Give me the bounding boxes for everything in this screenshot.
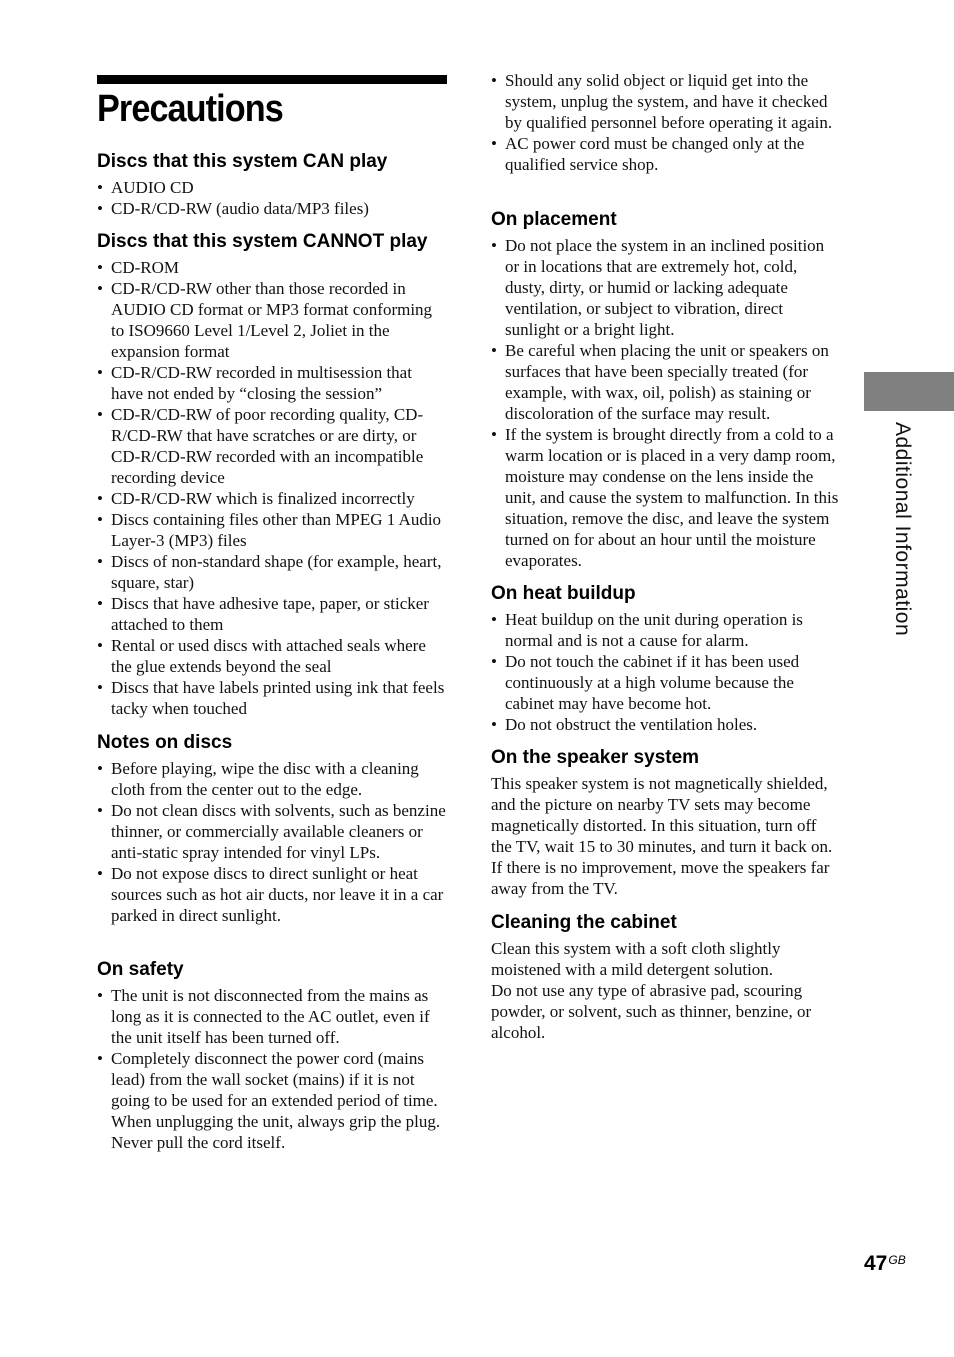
bullet-list — [97, 985, 447, 1153]
bullet-list — [97, 177, 447, 219]
list-item: • CD-R/CD-RW recorded in multisession that have not ended by “closing the session” — [97, 362, 447, 404]
list-item: • CD-R/CD-RW other than those recorded in AUDIO CD format or MP3 format conforming to ISO9660 Level 1/Level 2, Joliet in the expansion format — [97, 278, 447, 362]
section-cleaning-cabinet — [491, 911, 841, 1043]
section-heat-buildup — [491, 582, 841, 735]
page-number-value: 47 — [864, 1252, 888, 1275]
section-safety-continued — [491, 70, 841, 175]
section-heading: On heat buildup — [491, 583, 636, 604]
list-item: • Discs of non-standard shape (for example, heart, square, star) — [97, 551, 447, 593]
list-item: • Do not expose discs to direct sunlight or heat sources such as hot air ducts, nor leave it in a car parked in direct sunlight. — [97, 863, 447, 926]
page-number — [864, 1252, 906, 1276]
section-heading: Discs that this system CANNOT play — [97, 231, 428, 252]
paragraph: Do not use any type of abrasive pad, scouring powder, or solvent, such as thinner, benzine, or alcohol. — [491, 981, 812, 1042]
section-notes-discs — [97, 731, 447, 926]
list-item: • CD-ROM — [97, 257, 447, 278]
section-heading: Notes on discs — [97, 732, 233, 753]
list-item: • Do not clean discs with solvents, such as benzine thinner, or commercially available cleaners or anti-static spray intended for vinyl LPs. — [97, 800, 447, 863]
bullet-list — [491, 609, 841, 735]
list-item: • Should any solid object or liquid get into the system, unplug the system, and have it checked by qualified personnel before operating it again. — [491, 70, 841, 133]
bullet-list — [97, 257, 447, 719]
list-item: • CD-R/CD-RW of poor recording quality, CD-R/CD-RW that have scratches or are dirty, or CD-R/CD-RW recorded with an incompatible recording device — [97, 404, 447, 488]
section-heading: On the speaker system — [491, 747, 700, 768]
section-safety — [97, 958, 447, 1153]
page-title: Precautions — [97, 88, 283, 130]
list-item: • Rental or used discs with attached seals where the glue extends beyond the seal — [97, 635, 447, 677]
page-number-suffix: GB — [888, 1253, 906, 1267]
section-placement — [491, 208, 841, 571]
section-can-play — [97, 150, 447, 219]
section-cannot-play — [97, 230, 447, 719]
list-item: • Do not touch the cabinet if it has been used continuously at a high volume because the cabinet may have become hot. — [491, 651, 841, 714]
list-item: • Before playing, wipe the disc with a cleaning cloth from the center out to the edge. — [97, 758, 447, 800]
list-item: • Discs that have adhesive tape, paper, or sticker attached to them — [97, 593, 447, 635]
list-item: • Heat buildup on the unit during operation is normal and is not a cause for alarm. — [491, 609, 841, 651]
list-item: • Completely disconnect the power cord (mains lead) from the wall socket (mains) if it is not going to be used for an extended period of time. When unplugging the unit, always grip the plug. Never pull the cord itself. — [97, 1048, 447, 1153]
section-heading: Cleaning the cabinet — [491, 912, 677, 933]
paragraph: This speaker system is not magnetically shielded, and the picture on nearby TV sets may become magnetically distorted. In this situation, turn off the TV, wait 15 to 30 minutes, and turn it back on. If there is no improvement, move the speakers far away from the TV. — [491, 774, 833, 898]
list-item: • CD-R/CD-RW which is finalized incorrectly — [97, 488, 447, 509]
bullet-list — [97, 758, 447, 926]
list-item: • AUDIO CD — [97, 177, 447, 198]
list-item: • Do not obstruct the ventilation holes. — [491, 714, 841, 735]
list-item: • Do not place the system in an inclined position or in locations that are extremely hot, cold, dusty, dirty, or humid or lacking adequate ventilation, or subject to vibration, direct sunlight or a bright light. — [491, 235, 841, 340]
bullet-list — [491, 235, 841, 571]
paragraph: Clean this system with a soft cloth slightly moistened with a mild detergent solution. — [491, 939, 781, 979]
section-heading: Discs that this system CAN play — [97, 151, 388, 172]
list-item: • The unit is not disconnected from the mains as long as it is connected to the AC outlet, even if the unit itself has been turned off. — [97, 985, 447, 1048]
section-heading: On placement — [491, 209, 617, 230]
side-tab — [864, 372, 954, 411]
bullet-list — [491, 70, 841, 175]
list-item: • Be careful when placing the unit or speakers on surfaces that have been specially treated (for example, with wax, oil, polish) as staining or discoloration of the surface may result. — [491, 340, 841, 424]
list-item: • AC power cord must be changed only at the qualified service shop. — [491, 133, 841, 175]
section-heading: On safety — [97, 959, 184, 980]
list-item: • If the system is brought directly from a cold to a warm location or is placed in a very damp room, moisture may condense on the lens inside the unit, and cause the system to malfunction. In this situation, remove the disc, and leave the system turned on for about an hour until the moisture evaporates. — [491, 424, 841, 571]
section-speaker-system — [491, 746, 841, 899]
side-label: Additional Information — [891, 422, 914, 637]
list-item: • CD-R/CD-RW (audio data/MP3 files) — [97, 198, 447, 219]
title-rule — [97, 75, 447, 84]
list-item: • Discs that have labels printed using ink that feels tacky when touched — [97, 677, 447, 719]
list-item: • Discs containing files other than MPEG 1 Audio Layer-3 (MP3) files — [97, 509, 447, 551]
